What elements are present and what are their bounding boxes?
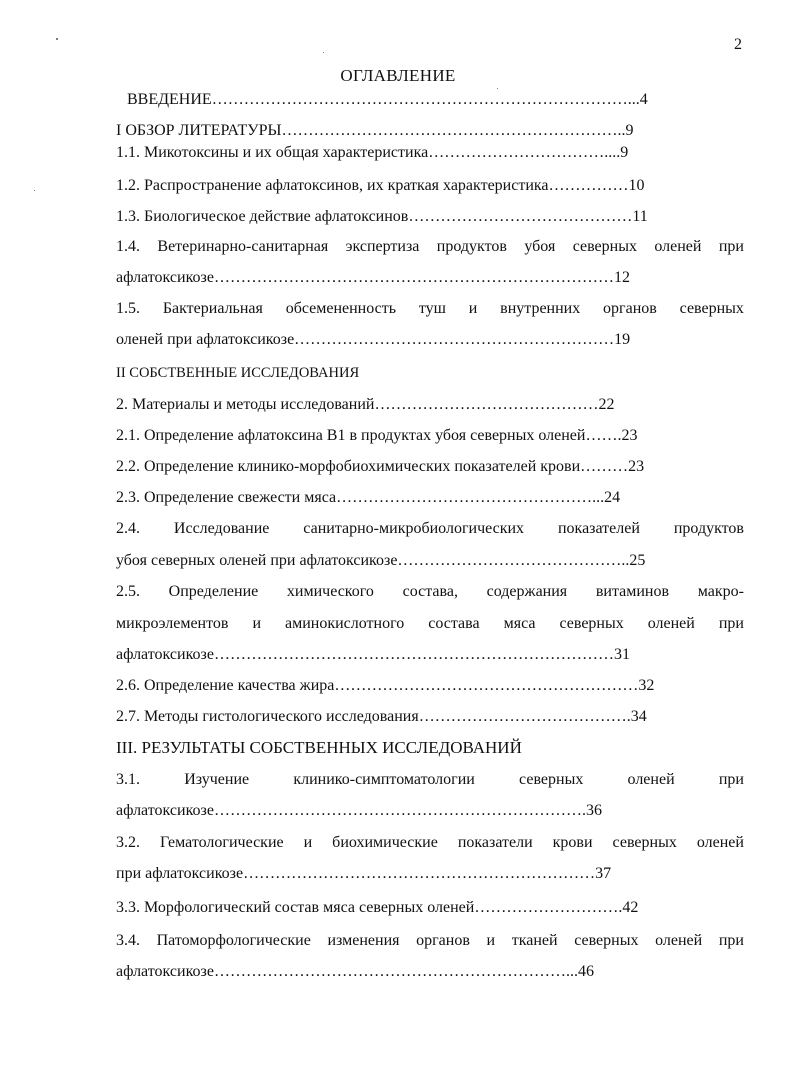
- toc-entry-2-5-first-line: 2.5. Определение химического состава, содержания витаминов макро-: [116, 583, 744, 600]
- toc-entry-introduction: ВВЕДЕНИЕ……………………………………………………………………...4: [127, 91, 648, 108]
- toc-entry-1-1: 1.1. Микотоксины и их общая характеристика……………………………....9: [116, 144, 629, 161]
- toc-entry-1-4-second-line: афлатоксикозе…………………………………………………………………12: [116, 269, 630, 286]
- toc-entry-1-5-second-line: оленей при афлатоксикозе……………………………………………………19: [116, 331, 631, 348]
- toc-entry-2-5-third-line: афлатоксикозе…………………………………………………………………31: [116, 646, 630, 663]
- toc-entry-2-2: 2.2. Определение клинико-морфобиохимических показателей крови………23: [116, 458, 645, 475]
- toc-entry-2-3: 2.3. Определение свежести мяса…………………………………………...24: [116, 489, 621, 506]
- toc-section-2: II СОБСТВЕННЫЕ ИССЛЕДОВАНИЯ: [116, 365, 360, 381]
- toc-title: ОГЛАВЛЕНИЕ: [340, 66, 456, 85]
- toc-entry-2-5-second-line: микроэлементов и аминокислотного состава мяса северных оленей при: [116, 615, 744, 632]
- toc-section-1: I ОБЗОР ЛИТЕРАТУРЫ………………………………………………………..9: [116, 122, 634, 139]
- toc-entry-1-2: 1.2. Распространение афлатоксинов, их краткая характеристика……………10: [116, 177, 645, 194]
- toc-entry-1-3: 1.3. Биологическое действие афлатоксинов……………………………………11: [116, 208, 648, 225]
- toc-entry-2-4-first-line: 2.4. Исследование санитарно-микробиологических показателей продуктов: [116, 520, 744, 537]
- toc-entry-3-1-second-line: афлатоксикозе…………………………………………………………….36: [116, 802, 602, 819]
- toc-entry-1-5-first-line: 1.5. Бактериальная обсемененность туш и внутренних органов северных: [116, 300, 744, 317]
- toc-entry-3-2-first-line: 3.2. Гематологические и биохимические показатели крови северных оленей: [116, 834, 744, 851]
- toc-section-3: III. РЕЗУЛЬТАТЫ СОБСТВЕННЫХ ИССЛЕДОВАНИЙ: [116, 738, 522, 757]
- toc-entry-2-1: 2.1. Определение афлатоксина В1 в продуктах убоя северных оленей…….23: [116, 427, 638, 444]
- toc-entry-3-4-second-line: афлатоксикозе…………………………………………………………...46: [116, 963, 594, 980]
- scan-speck: [497, 88, 498, 89]
- toc-entry-3-4-first-line: 3.4. Патоморфологические изменения органов и тканей северных оленей при: [116, 932, 744, 949]
- page-number: 2: [734, 36, 742, 53]
- scan-speck: [34, 190, 35, 191]
- toc-entry-2-7: 2.7. Методы гистологического исследования………………………………….34: [116, 708, 647, 725]
- toc-entry-2-4-second-line: убоя северных оленей при афлатоксикозе……………………………………..25: [116, 552, 646, 569]
- toc-entry-2: 2. Материалы и методы исследований……………………………………22: [116, 396, 615, 413]
- scan-speck: [323, 52, 324, 53]
- toc-entry-3-2-second-line: при афлатоксикозе…………………………………………………………37: [116, 865, 612, 882]
- toc-entry-3-3: 3.3. Морфологический состав мяса северных оленей……………………….42: [116, 899, 639, 916]
- toc-entry-3-1-first-line: 3.1. Изучение клинико-симптоматологии северных оленей при: [116, 771, 744, 788]
- toc-entry-1-4-first-line: 1.4. Ветеринарно-санитарная экспертиза продуктов убоя северных оленей при: [116, 238, 744, 255]
- toc-entry-2-6: 2.6. Определение качества жира…………………………………………………32: [116, 677, 655, 694]
- scan-speck: [56, 38, 58, 40]
